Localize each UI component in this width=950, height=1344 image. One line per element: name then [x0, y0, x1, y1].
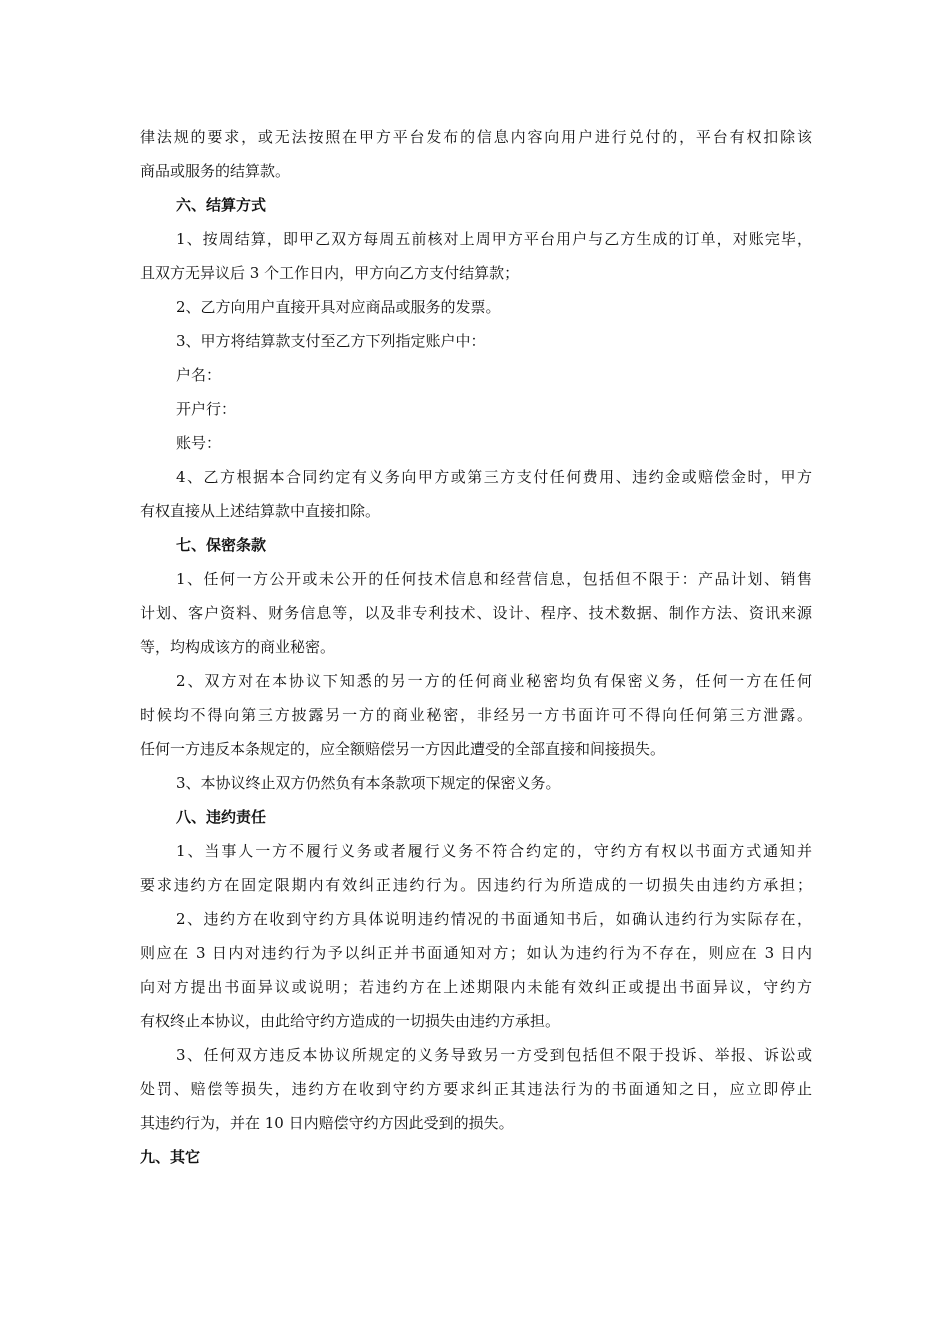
paragraph-line: 律法规的要求，或无法按照在甲方平台发布的信息内容向用户进行兑付的，平台有权扣除该 — [140, 128, 812, 146]
section-heading-other: 九、其它 — [140, 1148, 201, 1166]
section-heading-liability: 八、违约责任 — [176, 808, 267, 826]
paragraph-line: 2、双方对在本协议下知悉的另一方的任何商业秘密均负有保密义务，任何一方在任何 — [176, 672, 812, 690]
paragraph-line: 1、按周结算，即甲乙双方每周五前核对上周甲方平台用户与乙方生成的订单，对账完毕， — [176, 230, 812, 248]
paragraph-line: 向对方提出书面异议或说明；若违约方在上述期限内未能有效纠正或提出书面异议，守约方 — [140, 978, 812, 996]
paragraph-line: 2、乙方向用户直接开具对应商品或服务的发票。 — [176, 298, 501, 316]
paragraph-line: 2、违约方在收到守约方具体说明违约情况的书面通知书后，如确认违约行为实际存在， — [176, 910, 812, 928]
paragraph-line: 要求违约方在固定限期内有效纠正违约行为。因违约行为所造成的一切损失由违约方承担； — [140, 876, 812, 894]
paragraph-line: 商品或服务的结算款。 — [140, 162, 291, 180]
account-name-label: 户名： — [176, 366, 222, 384]
paragraph-line: 且双方无异议后 3 个工作日内，甲方向乙方支付结算款； — [140, 264, 520, 282]
paragraph-line: 处罚、赔偿等损失，违约方在收到守约方要求纠正其违法行为的书面通知之日，应立即停止 — [140, 1080, 812, 1098]
paragraph-line: 3、甲方将结算款支付至乙方下列指定账户中： — [176, 332, 486, 350]
paragraph-line: 有权终止本协议，由此给守约方造成的一切损失由违约方承担。 — [140, 1012, 561, 1030]
paragraph-line: 4、乙方根据本合同约定有义务向甲方或第三方支付任何费用、违约金或赔偿金时，甲方 — [176, 468, 812, 486]
account-number-label: 账号： — [176, 434, 222, 452]
paragraph-line: 3、任何双方违反本协议所规定的义务导致另一方受到包括但不限于投诉、举报、诉讼或 — [176, 1046, 812, 1064]
paragraph-line: 则应在 3 日内对违约行为予以纠正并书面通知对方；如认为违约行为不存在，则应在 3 日内 — [140, 944, 812, 962]
section-heading-settlement: 六、结算方式 — [176, 196, 267, 214]
paragraph-line: 时候均不得向第三方披露另一方的商业秘密，非经另一方书面许可不得向任何第三方泄露。 — [140, 706, 812, 724]
bank-label: 开户行： — [176, 400, 237, 418]
paragraph-line: 有权直接从上述结算款中直接扣除。 — [140, 502, 381, 520]
paragraph-line: 等，均构成该方的商业秘密。 — [140, 638, 336, 656]
document-body — [140, 120, 812, 1174]
paragraph-line: 其违约行为，并在 10 日内赔偿守约方因此受到的损失。 — [140, 1114, 514, 1132]
paragraph-line: 1、当事人一方不履行义务或者履行义务不符合约定的，守约方有权以书面方式通知并 — [176, 842, 812, 860]
paragraph-line: 计划、客户资料、财务信息等，以及非专利技术、设计、程序、技术数据、制作方法、资讯来源 — [140, 604, 812, 622]
section-heading-confidentiality: 七、保密条款 — [176, 536, 267, 554]
paragraph-line: 1、任何一方公开或未公开的任何技术信息和经营信息，包括但不限于：产品计划、销售 — [176, 570, 812, 588]
paragraph-line: 任何一方违反本条规定的，应全额赔偿另一方因此遭受的全部直接和间接损失。 — [140, 740, 666, 758]
paragraph-line: 3、本协议终止双方仍然负有本条款项下规定的保密义务。 — [176, 774, 561, 792]
